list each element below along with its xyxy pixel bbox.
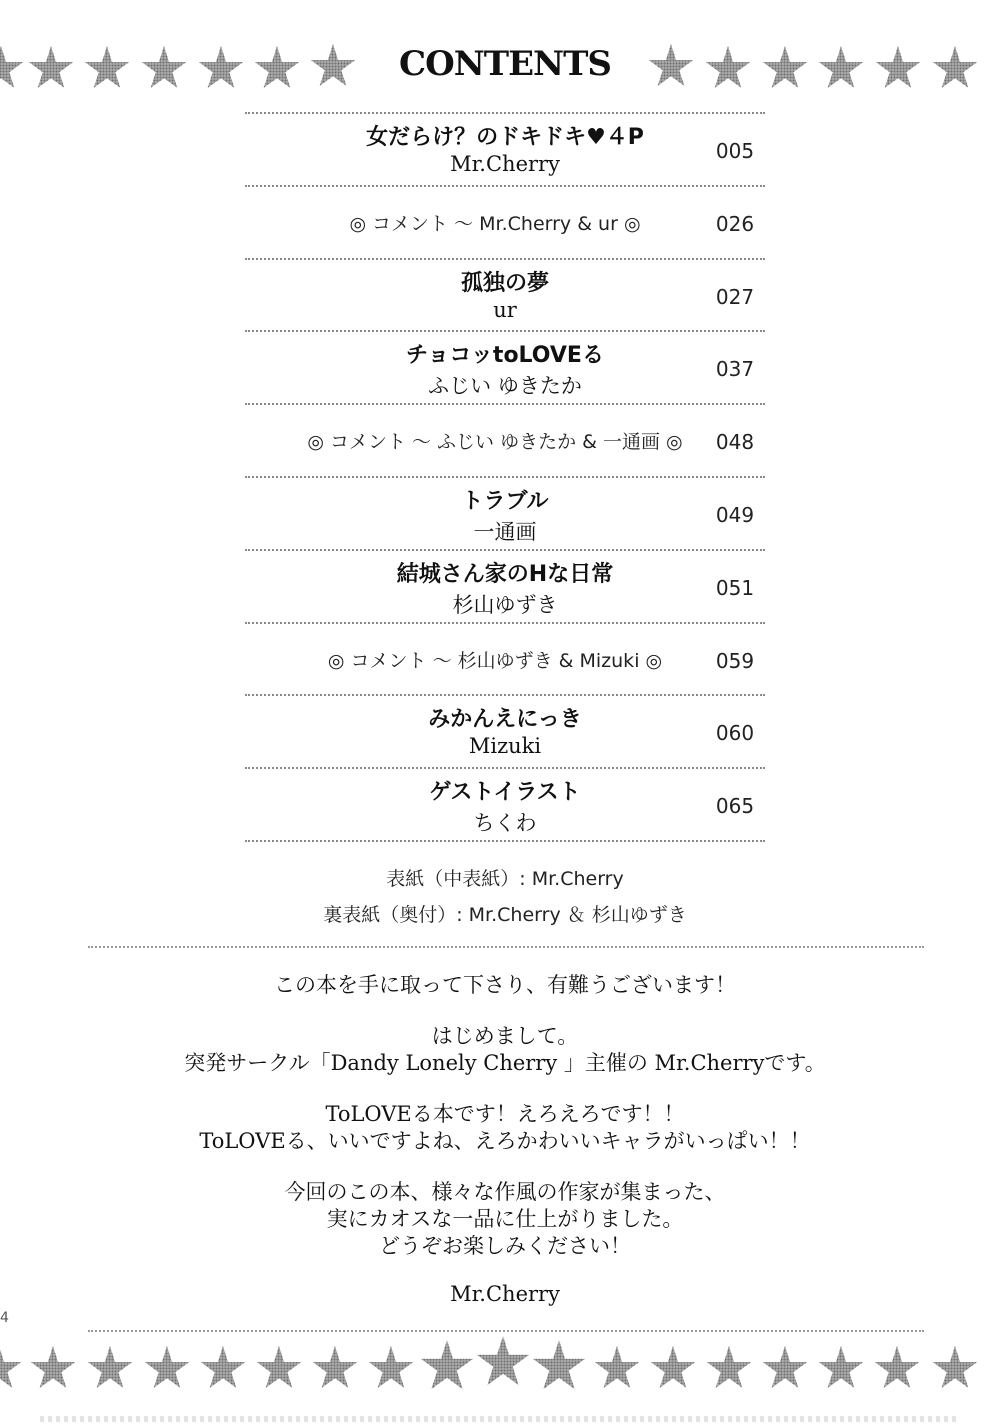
- star-icon: [84, 46, 130, 92]
- signature-name: Mr.Cherry: [450, 1282, 560, 1306]
- star-icon: [762, 1346, 808, 1392]
- dotted-divider: [88, 946, 924, 948]
- star-icon: [650, 1346, 696, 1392]
- toc-entry: [245, 694, 765, 767]
- toc-entry: [245, 112, 765, 185]
- page-number: 051: [715, 575, 755, 600]
- star-icon: [200, 1346, 246, 1392]
- greeting-tolove: [100, 1101, 910, 1155]
- star-icon: [532, 1340, 586, 1394]
- toc-entry: [245, 549, 765, 622]
- toc-comment: [245, 185, 765, 258]
- page-number: 065: [715, 794, 755, 819]
- star-icon: [648, 44, 694, 90]
- star-icon: [254, 46, 300, 92]
- tolove-line: ToLOVEる本です！えろえろです！！: [325, 1102, 685, 1126]
- star-icon: [256, 1346, 302, 1392]
- entry-title: 結城さん家のHな日常: [396, 561, 614, 587]
- dotted-divider: [88, 1330, 924, 1332]
- page-number: 005: [715, 139, 755, 163]
- star-icon: [818, 1346, 864, 1392]
- entry-title: チョコッtoLOVEる: [406, 343, 604, 369]
- about-line: 今回のこの本、様々な作風の作家が集まった、: [284, 1180, 726, 1204]
- entry-title: 女だらけ？のドキドキ♥４P: [366, 125, 644, 150]
- entry-author: ふじい ゆきたか: [428, 374, 582, 399]
- page-number: 049: [715, 502, 755, 527]
- table-of-contents: [245, 112, 765, 842]
- entry-title: ゲストイラスト: [429, 780, 581, 806]
- entry-title: 孤独の夢: [460, 270, 549, 296]
- star-icon: [28, 46, 74, 92]
- bottom-edge-texture: [40, 1416, 960, 1422]
- page-number: 037: [715, 357, 755, 382]
- greeting-message: [100, 972, 910, 999]
- signature: [100, 1281, 910, 1308]
- intro-line: 突発サークル「Dandy Lonely Cherry 」主催の Mr.Cherryです。: [184, 1051, 826, 1075]
- tolove-line: ToLOVEる、いいですよね、えろかわいいキャラがいっぱい！！: [199, 1129, 811, 1153]
- star-icon: [87, 1346, 133, 1392]
- star-icon: [875, 46, 921, 92]
- greeting-intro: [100, 1023, 910, 1077]
- entry-author: ちくわ: [473, 811, 537, 836]
- entry-author: 杉山ゆずき: [452, 592, 558, 617]
- star-icon: [705, 46, 751, 92]
- star-icon: [198, 46, 244, 92]
- star-icon: [932, 46, 978, 92]
- page-number: 027: [715, 284, 755, 309]
- entry-title: みかんえにっき: [428, 707, 582, 733]
- star-icon: [30, 1346, 76, 1392]
- star-icon: [874, 1346, 920, 1392]
- entry-author: ur: [493, 297, 517, 322]
- star-icon: [312, 1346, 358, 1392]
- star-icon: [818, 46, 864, 92]
- about-line: 実にカオスな一品に仕上がりました。: [326, 1207, 684, 1231]
- star-icon: [476, 1336, 530, 1390]
- page-number: 059: [715, 648, 755, 673]
- toc-comment: [245, 622, 765, 695]
- page-number: 026: [715, 211, 755, 236]
- star-icon: [594, 1346, 640, 1392]
- toc-entry: [245, 258, 765, 331]
- comment-text: ◎ コメント 〜 Mr.Cherry & ur ◎: [349, 212, 641, 235]
- star-icon: [0, 1346, 22, 1392]
- about-line: どうぞお楽しみください！: [379, 1234, 631, 1258]
- cover-credit: 表紙（中表紙）: Mr.Cherry: [386, 868, 624, 890]
- toc-entry: [245, 330, 765, 403]
- entry-author: Mr.Cherry: [450, 152, 560, 176]
- intro-line: はじめまして。: [431, 1024, 579, 1048]
- comment-text: ◎ コメント 〜 杉山ゆずき & Mizuki ◎: [327, 649, 663, 672]
- star-icon: [368, 1346, 414, 1392]
- toc-entry: [245, 476, 765, 549]
- entry-author: 一通画: [473, 519, 537, 544]
- comment-text: ◎ コメント 〜 ふじい ゆきたか & 一通画 ◎: [307, 431, 683, 454]
- toc-comment: [245, 403, 765, 476]
- star-icon: [144, 1346, 190, 1392]
- star-icon: [706, 1346, 752, 1392]
- page-number: 048: [715, 430, 755, 455]
- back-cover-credit: 裏表紙（奥付）: Mr.Cherry ＆ 杉山ゆずき: [323, 904, 687, 926]
- thanks-line: この本を手に取って下さり、有難うございます！: [274, 973, 736, 997]
- entry-title: トラブル: [461, 488, 549, 514]
- star-icon: [141, 46, 187, 92]
- star-icon: [762, 46, 808, 92]
- toc-entry: [245, 767, 765, 842]
- star-icon: [932, 1346, 978, 1392]
- star-icon: [310, 44, 356, 90]
- entry-author: Mizuki: [468, 734, 542, 759]
- contents-title: CONTENTS: [399, 44, 611, 84]
- page-marker: 4: [0, 1310, 9, 1326]
- page-number: 060: [715, 721, 755, 746]
- star-icon: [0, 46, 24, 92]
- greeting-about: [100, 1179, 910, 1260]
- star-icon: [420, 1340, 474, 1394]
